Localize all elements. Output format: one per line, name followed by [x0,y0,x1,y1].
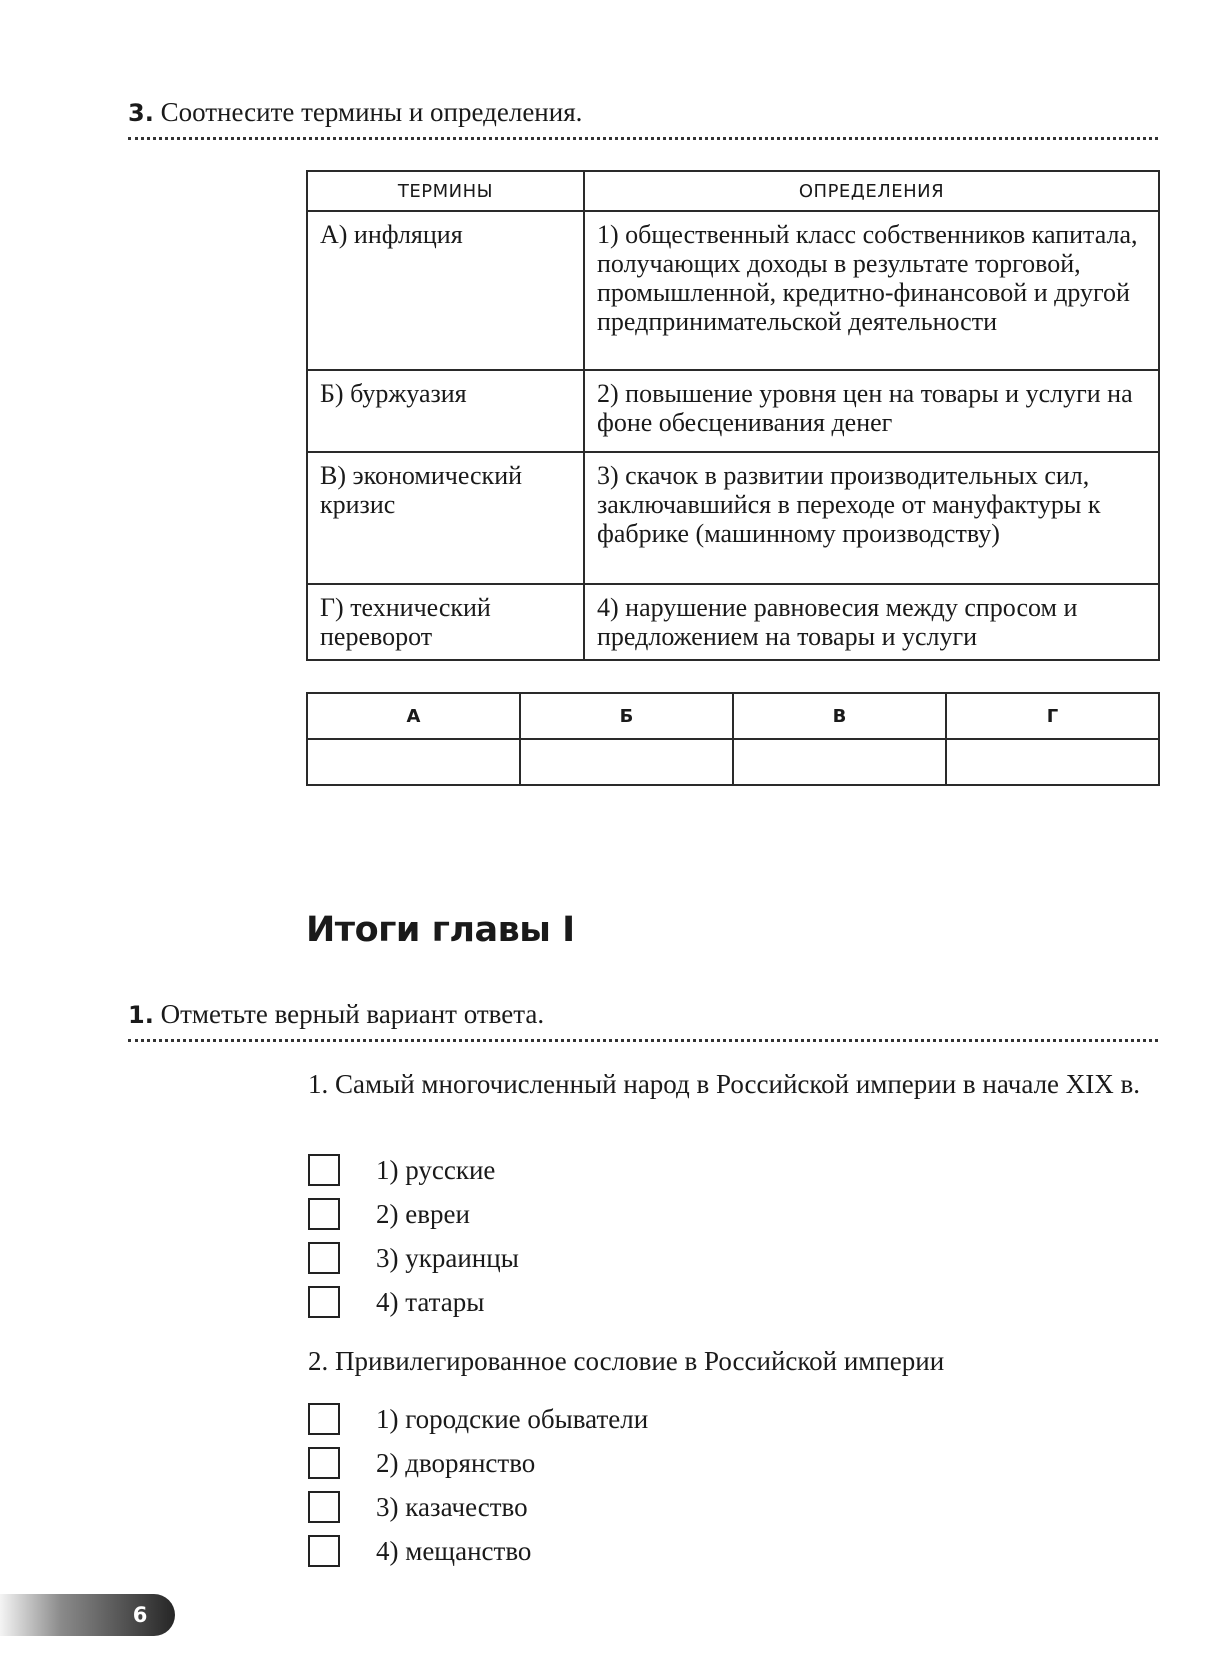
term-cell: А) инфляция [307,211,584,370]
option-label: 2) дворянство [376,1447,536,1478]
option-label: 3) казачество [376,1491,528,1522]
option-label: 3) украинцы [376,1242,519,1273]
option-label: 1) городские обыватели [376,1403,649,1434]
answer-option[interactable] [308,1236,519,1280]
option-label: 2) евреи [376,1198,470,1229]
table-row [307,584,1159,660]
answer-cell-b[interactable] [520,739,733,785]
definition-cell: 4) нарушение равновесия между спросом и предложением на товары и услуги [584,584,1159,660]
option-label: 4) мещанство [376,1535,532,1566]
answer-header-a: А [307,693,520,739]
page-number: 6 [132,1603,148,1627]
option-label: 1) русские [376,1154,496,1185]
answer-option[interactable] [308,1529,648,1573]
answer-option[interactable] [308,1192,519,1236]
answer-header-g: Г [946,693,1159,739]
term-cell: Б) буржуазия [307,370,584,452]
answer-cell-v[interactable] [733,739,946,785]
answer-header-v: В [733,693,946,739]
table-row [307,452,1159,584]
terms-column-header: ТЕРМИНЫ [307,171,584,211]
task-instruction: Соотнесите термины и определения. [160,97,583,127]
definitions-column-header: ОПРЕДЕЛЕНИЯ [584,171,1159,211]
term-cell: Г) технический переворот [307,584,584,660]
task-number: 1. [128,1001,154,1029]
checkbox[interactable] [308,1403,340,1435]
term-cell: В) экономический кризис [307,452,584,584]
answer-option[interactable] [308,1280,519,1324]
checkbox[interactable] [308,1447,340,1479]
task-3-heading [128,96,1158,140]
checkbox[interactable] [308,1154,340,1186]
task-1-heading [128,998,1158,1042]
answer-cell-g[interactable] [946,739,1159,785]
question-1-text: 1. Самый многочисленный народ в Российской империи в начале XIX в. [308,1069,1141,1099]
task-number: 3. [128,99,154,127]
answer-option[interactable] [308,1397,648,1441]
answer-option[interactable] [308,1441,648,1485]
question-2-options [308,1397,648,1573]
answer-option[interactable] [308,1148,519,1192]
question-2-text: 2. Привилегированное сословие в Российской империи [308,1346,945,1376]
definition-cell: 2) повышение уровня цен на товары и услуги на фоне обесценивания денег [584,370,1159,452]
checkbox[interactable] [308,1535,340,1567]
question-1-options [308,1148,519,1324]
checkbox[interactable] [308,1491,340,1523]
chapter-title: Итоги главы I [306,910,575,950]
definition-cell: 1) общественный класс собственников капитала, получающих доходы в результате торговой, промышленной, кредитно-финансовой и другой предпринимательской деятельности [584,211,1159,370]
definition-cell: 3) скачок в развитии производительных сил, заключавшийся в переходе от мануфактуры к фабрике (машинному производству) [584,452,1159,584]
terms-definitions-table [306,170,1160,661]
checkbox[interactable] [308,1242,340,1274]
task-instruction: Отметьте верный вариант ответа. [160,999,545,1029]
answer-header-b: Б [520,693,733,739]
table-row [307,211,1159,370]
checkbox[interactable] [308,1198,340,1230]
table-row [307,370,1159,452]
answer-cell-a[interactable] [307,739,520,785]
option-label: 4) татары [376,1286,485,1317]
answer-grid [306,692,1160,786]
answer-option[interactable] [308,1485,648,1529]
checkbox[interactable] [308,1286,340,1318]
